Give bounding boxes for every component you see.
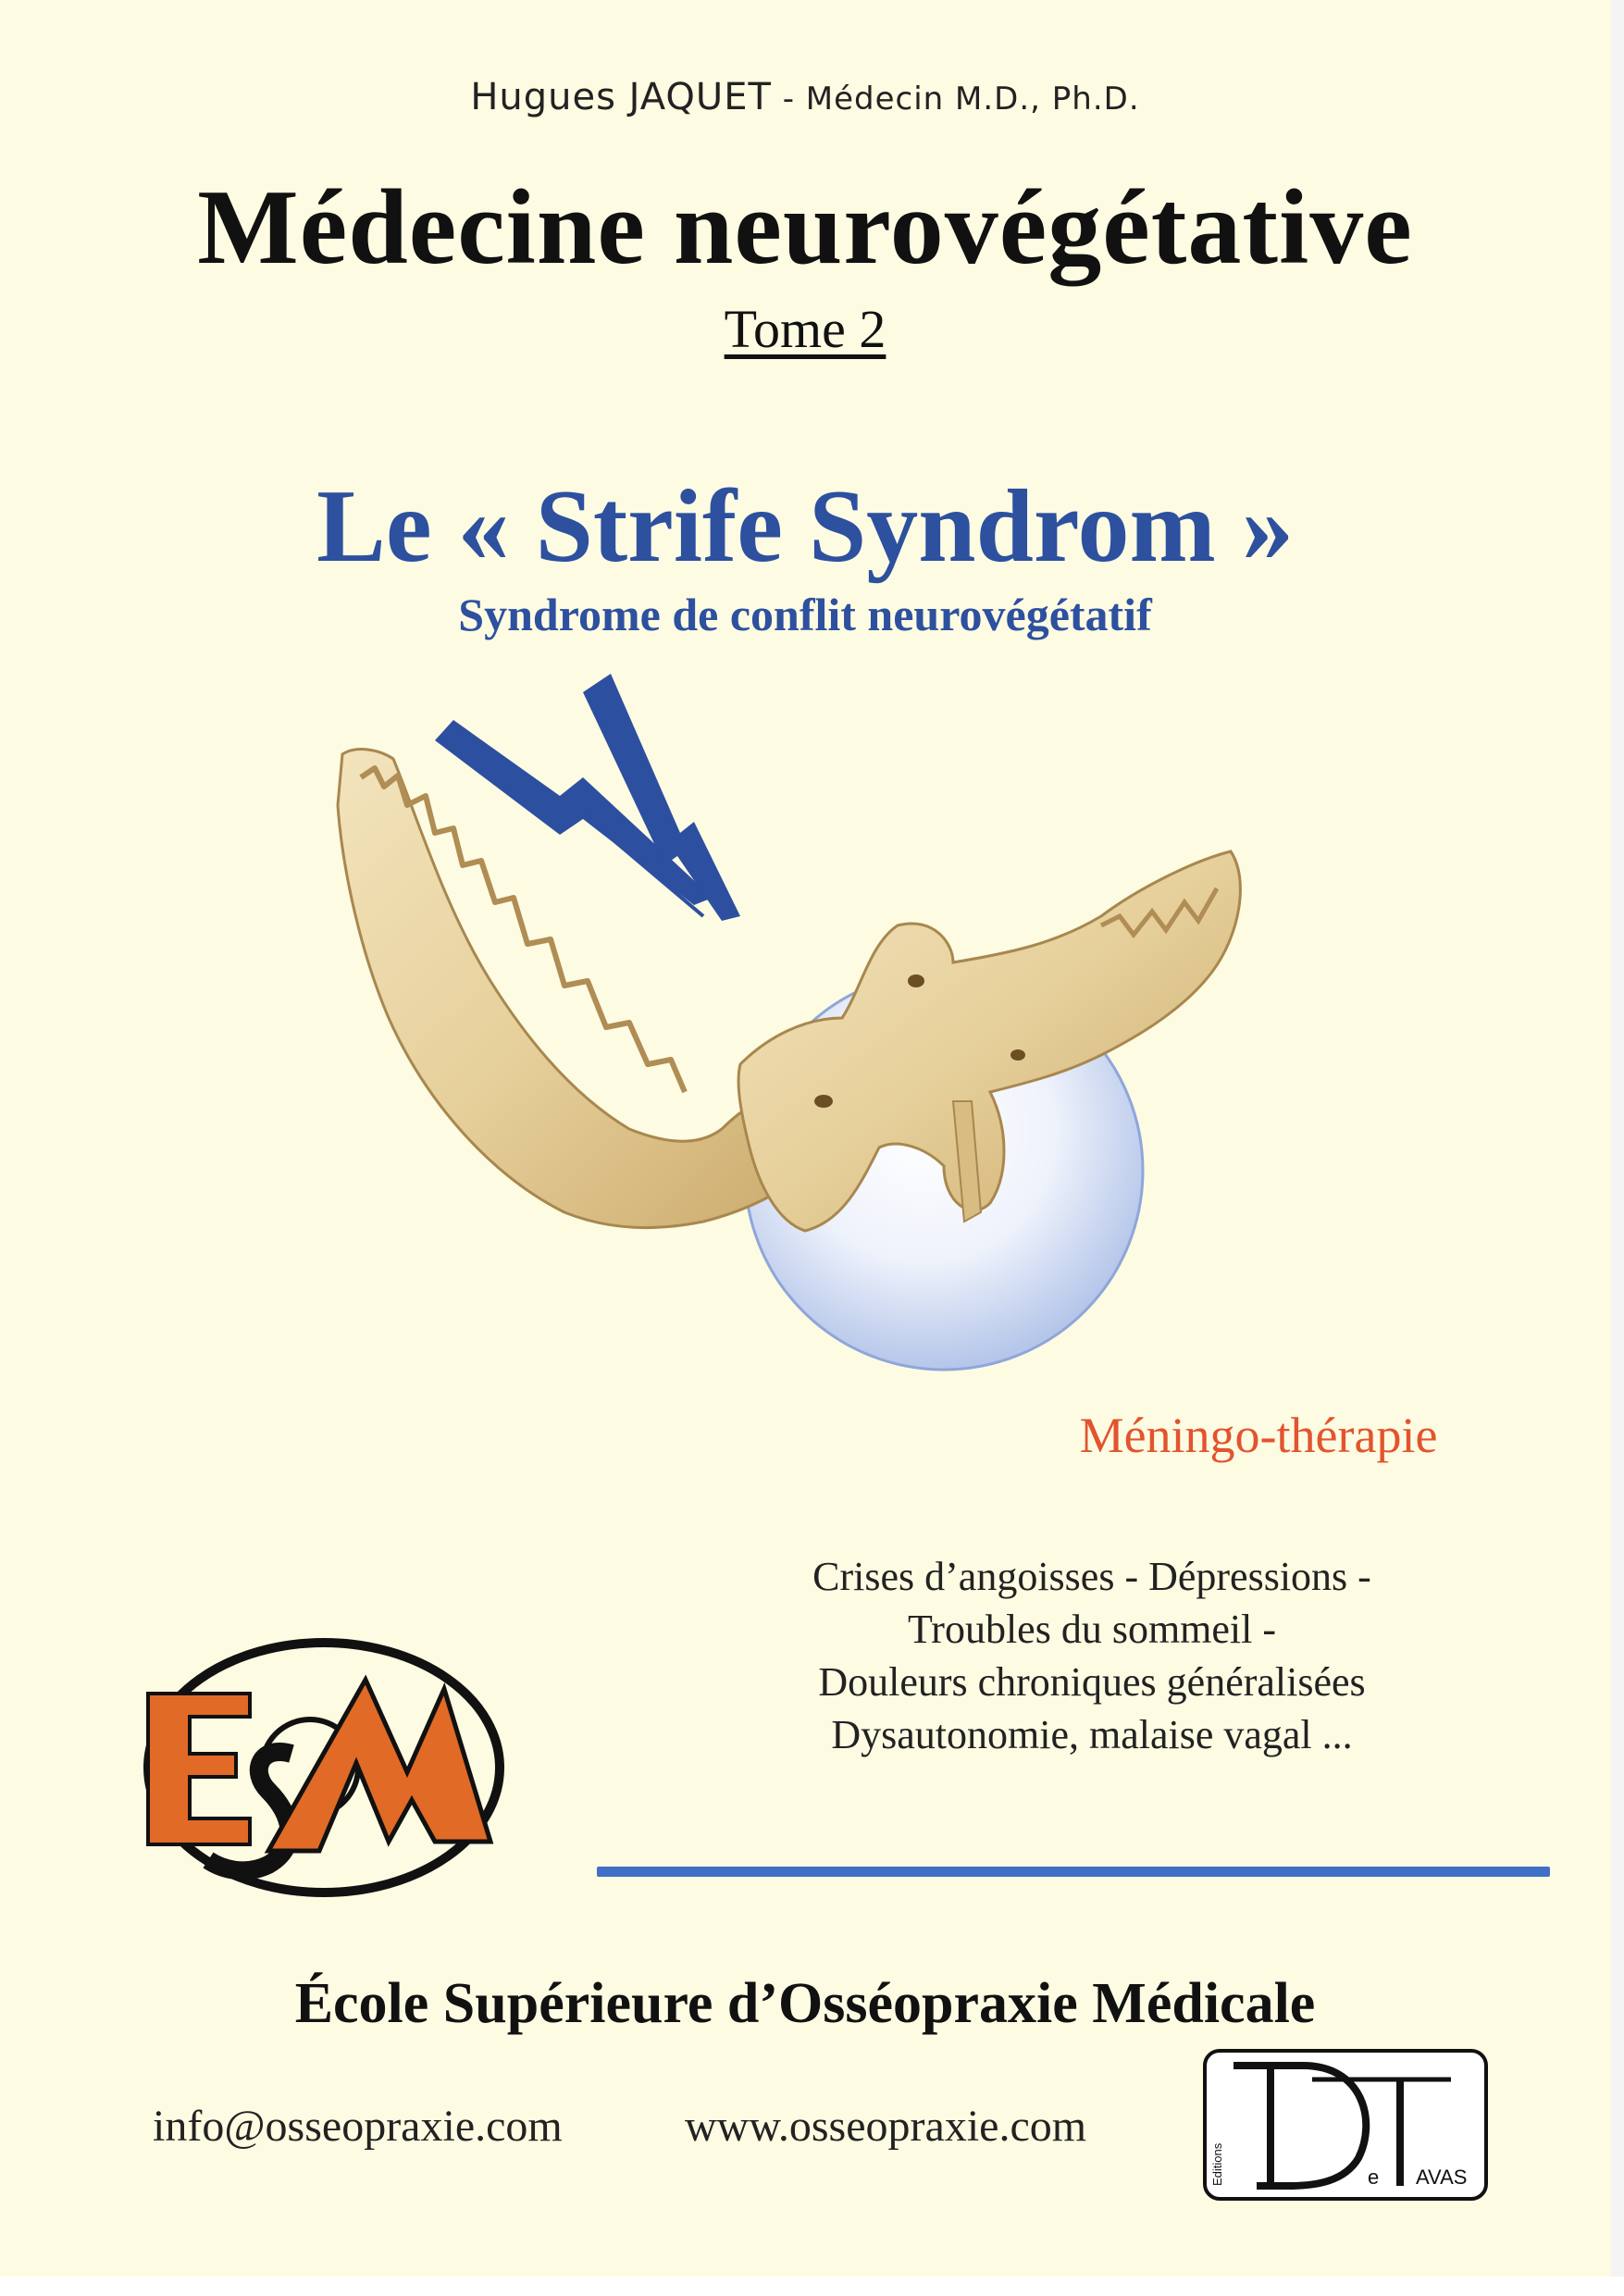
symptom-line: Crises d’angoisses - Dépressions - <box>812 1554 1371 1599</box>
author-role: - Médecin M.D., Ph.D. <box>771 81 1140 118</box>
esom-logo <box>130 1633 518 1902</box>
tome-label <box>0 298 1610 360</box>
editions-logo-brand-text: e <box>1368 2166 1380 2189</box>
book-title: Médecine neurovégétative <box>197 168 1413 287</box>
symptom-line: Dysautonomie, malaise vagal ... <box>831 1712 1353 1757</box>
foramen-hole-1 <box>908 974 924 987</box>
editions-logo <box>1201 2047 1490 2203</box>
editions-logo-brand-text-2: AVAS <box>1416 2166 1468 2189</box>
foramen-hole-2 <box>814 1095 833 1108</box>
sphenoid-bone-shape <box>738 851 1240 1231</box>
therapy-tag: Méningo-thérapie <box>1079 1408 1438 1463</box>
lightning-bolt-lower <box>583 674 740 921</box>
book-subtitle: Le « Strife Syndrom » <box>316 469 1294 584</box>
contact-email: info@osseopraxie.com <box>153 2102 563 2151</box>
divider-line <box>597 1867 1550 1877</box>
school-name: École Supérieure d’Osséopraxie Médicale <box>294 1972 1316 2035</box>
skull-illustration <box>305 666 1323 1407</box>
symptom-line: Troubles du sommeil - <box>907 1607 1277 1652</box>
author-name: Hugues JAQUET <box>470 76 772 118</box>
symptom-line: Douleurs chroniques généralisées <box>818 1659 1366 1705</box>
esom-letter-e <box>148 1694 250 1844</box>
foramen-hole-3 <box>1010 1049 1025 1061</box>
symptoms-list <box>722 1550 1462 1761</box>
contact-website: www.osseopraxie.com <box>685 2102 1087 2151</box>
book-subsubtitle: Syndrome de conflit neurovégétatif <box>458 589 1152 640</box>
author-line <box>0 76 1610 118</box>
tome-text: Tome 2 <box>724 299 886 359</box>
editions-logo-small-text: Editions <box>1210 2142 1224 2186</box>
